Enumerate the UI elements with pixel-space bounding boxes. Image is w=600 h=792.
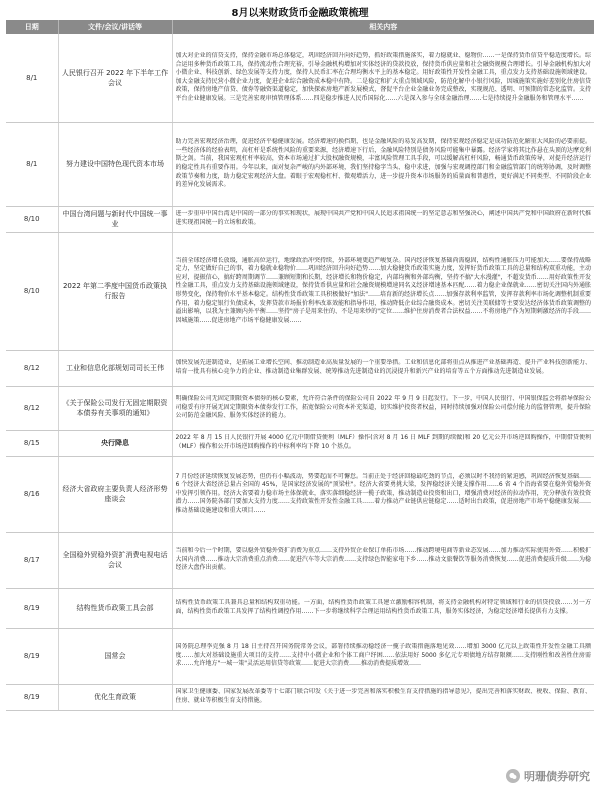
row-content-cell xyxy=(172,430,594,456)
row-content: 2022 年 8 月 15 日人民银行开展 4000 亿元中期借贷便利（MLF）操作(含对 8 月 16 日 MLF 到期的续做)和 20 亿元公开市场逆回购操作，中期借贷便利（MLF）操作和公开市场逆回购操作的中标利率均下降 10 个基点。 xyxy=(175,434,591,450)
row-content-cell xyxy=(172,34,594,122)
row-content: 国家卫生健康委、国家发展改革委等十七部门联合印发《关于进一步完善和落实积极生育支持措施的指导意见》，提出完善和落实财政、税收、保险、教育、住房、就业等积极生育支持措施。 xyxy=(175,688,591,704)
row-content: 明确保险公司无固定期限资本债券的核心要素，允许符合条件的保险公司自 2022 年 9 月 9 日起发行。下一步，中国人民银行、中国银保监会将指导保险公司稳妥有序开展无固定期限资本债券发行工作，拓宽保险公司资本补充渠道，切实维护投资者权益，同时持续加强对保险公司偿付能力的监督管理，提升保险公司防范金融风险、服务实体经济的能力。 xyxy=(175,395,591,420)
page-title: 8月以来财政货币金融政策梳理 xyxy=(231,8,369,19)
row-date: 8/10 xyxy=(6,232,58,350)
row-document: 中国台湾问题与新时代中国统一事业 xyxy=(58,206,172,232)
row-document: 努力建设中国特色现代资本市场 xyxy=(58,122,172,206)
row-content: 结构性货币政策工具兼具总量和结构双重功能。一方面，结构性货币政策工具建立激励相容机制，将支持金融机构对特定领域和行业的信贷投放……另一方面，结构性货币政策工具发挥了结构性调控作用……下一步将继续科学合理运用结构性货币政策工具，服务实体经济，为稳定经济增长提供有力支撑。 xyxy=(175,599,591,615)
row-date: 8/19 xyxy=(6,588,58,628)
table-row xyxy=(6,34,594,122)
row-content-cell xyxy=(172,588,594,628)
row-content-cell xyxy=(172,122,594,206)
row-content: 国务院总理李克强 8 月 18 日主持召开国务院常务会议，部署持续推动稳经济一揽子政策措施落地见效……增加 3000 亿元以上政策性开发性金融工具额度……加大对基础设施重大项目的支持……支持中小微企业和个体工商户纾困……依法用好 5000 多亿元专项债地方结存限额……支持刚性和改善性住房需求……允许地方"一城一策"灵活运用信贷等政策……促进大宗消费……推动消费提质增效…… xyxy=(175,643,591,668)
row-content-cell xyxy=(172,628,594,684)
header-date: 日期 xyxy=(6,20,58,34)
row-date: 8/12 xyxy=(6,386,58,430)
row-date: 8/19 xyxy=(6,684,58,710)
table-row xyxy=(6,122,594,206)
row-date: 8/10 xyxy=(6,206,58,232)
row-date: 8/19 xyxy=(6,628,58,684)
row-date: 8/1 xyxy=(6,34,58,122)
row-content: 加快发展先进制造业，是拓展工业增长空间、推动制造业高质量发展的一个重要举措。工业和信息化部将重点从推进产业基础再造、提升产业科技创新能力、培育一批具有核心竞争力的企业、推动制造业集群发展、统筹推动先进制造业的沉浸提升和新兴产业的培育等五个方面推动先进制造业发展。 xyxy=(175,359,591,375)
row-document: 2022 年第二季度中国货币政策执行报告 xyxy=(58,232,172,350)
row-document: 央行降息 xyxy=(58,430,172,456)
row-document: 人民银行召开 2022 年下半年工作会议 xyxy=(58,34,172,122)
row-content-cell xyxy=(172,350,594,386)
row-content-cell xyxy=(172,232,594,350)
table-row xyxy=(6,206,594,232)
row-content: 进一步重申中国台湾是中国的一部分的事实和现状，展现中国共产党和中国人民追求祖国统一的坚定意志和坚强决心，阐述中国共产党和中国政府在新时代推进实现祖国统一的立场和政策。 xyxy=(175,210,591,226)
row-content-cell xyxy=(172,684,594,710)
row-date: 8/1 xyxy=(6,122,58,206)
header-doc: 文件/会议/讲话等 xyxy=(58,20,172,34)
row-document: 结构性货币政策工具会部 xyxy=(58,588,172,628)
row-content-cell xyxy=(172,386,594,430)
table-row xyxy=(6,684,594,710)
row-date: 8/17 xyxy=(6,532,58,588)
row-document: 《关于保险公司发行无固定期限资本债券有关事项的通知》 xyxy=(58,386,172,430)
row-content-cell xyxy=(172,206,594,232)
watermark xyxy=(506,768,590,784)
row-content: 加大对企业的信贷支持，保持金融市场总体稳定，巩固经济回升向好趋势，抓好政策措施落实，着力稳就业、稳物价……一是保持货币信贷平稳适度增长。综合运用多种货币政策工具，保持流动性合理充裕，引导金融机构增加对实体经济的贷款投放，保持货币供应量和社会融资规模合理增长。引导金融机构加大对小微企业、科技创新、绿色发展等支持力度，保持人民币汇率在合理均衡水平上的基本稳定。用好政策性开发性金融工具，重点发力支持基础设施领域建设。加大金融支持民营小微企业力度，促进企业综合融资成本稳中有降。二是稳定和扩大重点领域风险，防范化解中小银行风险，因城施策实施好差别化住房信贷政策，保持房地产信贷、债券等融资渠道稳定，加快探索房地产新发展模式，督促平台企业金融业务完成整改，实现规范、透明、可预期的常态化监管。支持平台企业健康发展。三是完善宏观审慎管理体系……四是稳步推进人民币国际化……六是深入参与全球金融治理……七是持续提升金融服务和管理水平…… xyxy=(175,51,591,102)
table-row xyxy=(6,232,594,350)
row-document: 全国稳外贸稳外资扩消费电视电话会议 xyxy=(58,532,172,588)
table-row xyxy=(6,350,594,386)
table-row xyxy=(6,430,594,456)
table-row xyxy=(6,588,594,628)
row-document: 经济大省政府主要负责人经济形势座谈会 xyxy=(58,456,172,532)
row-date: 8/15 xyxy=(6,430,58,456)
table-header-row xyxy=(6,20,594,34)
row-content-cell xyxy=(172,532,594,588)
table-row xyxy=(6,628,594,684)
header-content: 相关内容 xyxy=(172,20,594,34)
row-content: 当前全球经济增长放缓，通胀高位运行，地缘政治冲突持续，外部环境更趋严峻复杂。国内经济恢复基础尚需稳固，结构性通胀压力可能加大……要保持战略定力，坚定做好自己的事，着力稳就业稳物价……巩固经济回升向好趋势……加大稳健货币政策实施力度，发挥好货币政策工具的总量和结构双重功能，主动应对，提振信心，搞好跨周期调节……兼顾短期和长期，经济增长和物价稳定，内部均衡和外部均衡，坚持不搞"大水漫灌"，不超发货币……用好政策性开发性金融工具，重点发力支持基础设施领域建设，保持货币供应量和社会融资规模增速同名义经济增速基本匹配……着力稳企业保就业……密切关注国内外通胀形势变化，保持物价水平基本稳定。结构性货币政策工具积极做好"加法"……培育新的经济增长点……加强存款利率监管，发挥存款利率市场化调整机制重要作用，着力稳定银行负债成本，发挥贷款市场报价利率改革效能和指导作用，推动降低企业综合融资成本。密切关注美联储等主要发达经济体货币政策调整的溢出影响，以我为主兼顾内外平衡……坚持"房子是用来住的、不是用来炒的"定位……维护住房消费者合法权益……不将房地产作为短期刺激经济的手段……因城施策……促进房地产市场平稳健康发展…… xyxy=(175,256,591,324)
row-content: 当前和今后一个时期，要以稳外贸稳外资扩消费为重点……支持外贸企业保订单拓市场……推动跨境电商等新业态发展……加力推动实际使用外资……积极扩大国内消费……推动大宗消费重点消费……促进汽车等大宗消费……支持绿色智能家电下乡……推动文旅餐饮等服务消费恢复……促进消费提质升级……为稳经济大盘作出贡献。 xyxy=(175,547,591,572)
row-document: 国常会 xyxy=(58,628,172,684)
row-date: 8/12 xyxy=(6,350,58,386)
table-row xyxy=(6,532,594,588)
row-document: 优化生育政策 xyxy=(58,684,172,710)
row-document: 工业和信息化部规划司司长王伟 xyxy=(58,350,172,386)
row-date: 8/16 xyxy=(6,456,58,532)
row-content: 助力完善宏观经济治理，促进经济平稳健康发展。经济增速的换挡期，也是金融风险的易发高发期，保持宏观经济稳定是成功防范化解重大风险的必要前提。一些经济体的经验表明，高杠杆是系统性风险的重要来源，经济增速下行后，金融风险特别是债务风险可能集中暴露。经济学家将其比作悬在头顶的达摩克利斯之剑。当前，我国宏观杠杆率较高，资本市场通过扩大股权融资规模，丰富风险管理工具手段，可以缓解高杠杆风险，畅通货币政策传导，对提升经济运行的稳定性具有重要作用。今年以来，面对复杂严峻的内外部环境，我们坚持稳字当头、稳中求进，加强与宏观调控部门和金融监管部门的统筹协调，及时调整政策节奏和力度，助力稳定宏观经济大盘。着眼于宏观稳杠杆、微观增活力，进一步提升资本市场服务的质量面和普惠性，更好满足不同类型、不同阶段企业的差异化发展需求。 xyxy=(175,138,591,189)
policy-table xyxy=(6,20,594,711)
watermark-text: 明珊债券研究 xyxy=(524,770,590,783)
row-content: 7 月份经济延续恢复发展态势，但仍有小幅波动，势要起而不可懈怠。当前正处于经济回稳最吃劲的节点，必须以时不我待的紧迫感，巩固经济恢复基础……6 个经济大省经济总量占全国的 45%，是国家经济发展的"顶梁柱"。经济大省要勇挑大梁，发挥稳经济关键支撑作用……6 省 4 个沿海省要在稳外贸稳外资中发挥引领作用。经济大省要着力稳市场主体保就业，落实落细稳经济一揽子政策，推动制造业投资和出口，增强消费对经济的拉动作用，充分释放有效投资潜力……国务院各部门要加大支持力度……支持政策性开发性金融工具……着力推动产业链供应链稳定……适时出台政策，促进房地产市场平稳健康发展……推动基础设施建设和重大项目…… xyxy=(175,472,591,514)
table-row xyxy=(6,456,594,532)
wechat-icon xyxy=(506,769,520,783)
table-row xyxy=(6,386,594,430)
row-content-cell xyxy=(172,456,594,532)
